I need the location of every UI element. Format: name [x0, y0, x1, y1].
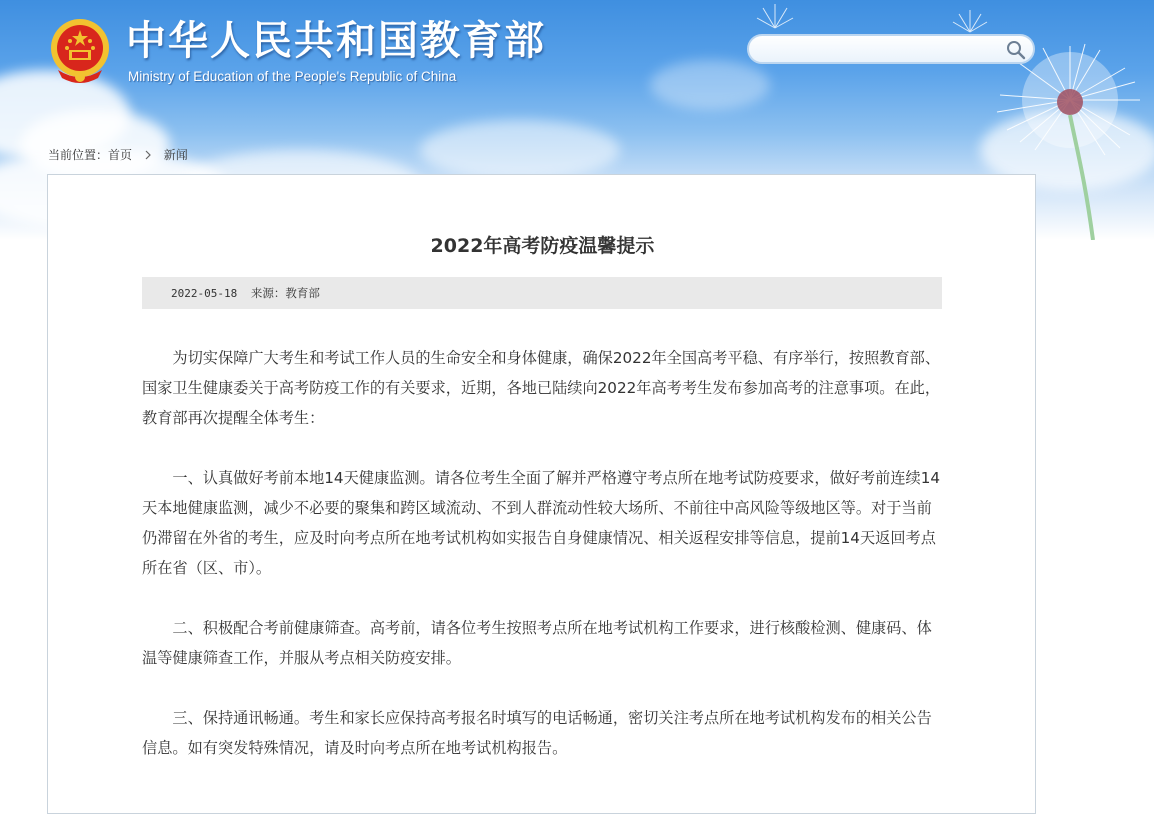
article-paragraph: 为切实保障广大考生和考试工作人员的生命安全和身体健康，确保2022年全国高考平稳、有序举行，按照教育部、国家卫生健康委关于高考防疫工作的有关要求，近期，各地已陆续向2022年高考考生发布参加高考的注意事项。在此，教育部再次提醒全体考生：	[142, 349, 941, 427]
breadcrumb	[48, 146, 188, 163]
breadcrumb-current-link[interactable]: 新闻	[163, 148, 188, 162]
site-title: 中华人民共和国教育部	[126, 17, 546, 64]
chevron-right-icon	[145, 150, 152, 160]
search-input[interactable]	[763, 40, 997, 60]
article-paragraph: 三、保持通讯畅通。考生和家长应保持高考报名时填写的电话畅通，密切关注考点所在地考试机构发布的相关公告信息。如有突发特殊情况，请及时向考点所在地考试机构报告。	[142, 709, 932, 757]
article-body	[142, 343, 942, 793]
national-emblem-icon	[48, 18, 112, 84]
search-box	[747, 34, 1035, 64]
article-source: 来源：教育部	[250, 286, 320, 300]
article-container	[47, 174, 1036, 814]
article-paragraph: 二、积极配合考前健康筛查。高考前，请各位考生按照考点所在地考试机构工作要求，进行核酸检测、健康码、体温等健康筛查工作，并服从考点相关防疫安排。	[142, 619, 932, 667]
article-title: 2022年高考防疫温馨提示	[430, 235, 655, 257]
search-icon[interactable]	[1005, 39, 1027, 61]
article-paragraph: 一、认真做好考前本地14天健康监测。请各位考生全面了解并严格遵守考点所在地考试防疫要求，做好考前连续14天本地健康监测，减少不必要的聚集和跨区域流动、不到人群流动性较大场所、不前往中高风险等级地区等。对于当前仍滞留在外省的考生，应及时向考点所在地考试机构如实报告自身健康情况、相关返程安排等信息，提前14天返回考点所在省（区、市）。	[142, 469, 941, 577]
breadcrumb-prefix: 当前位置：	[48, 148, 109, 162]
site-subtitle: Ministry of Education of the People's Republic of China	[128, 69, 457, 84]
article-meta-bar	[142, 277, 942, 309]
article-date: 2022-05-18	[171, 287, 238, 300]
breadcrumb-home-link[interactable]: 首页	[108, 148, 133, 162]
